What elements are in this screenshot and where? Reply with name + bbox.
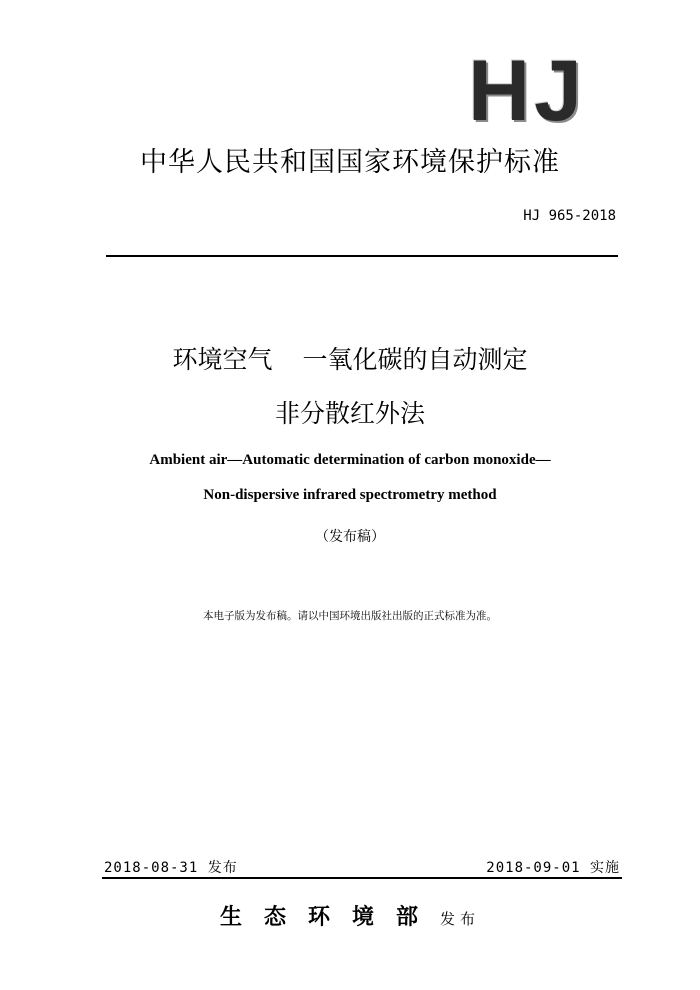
chinese-title-line-2: 非分散红外法 <box>274 399 425 428</box>
draft-label: （发布稿） <box>315 529 385 545</box>
english-title-line-2: Non-dispersive infrared spectrometry method <box>203 487 497 503</box>
header-divider <box>106 255 618 257</box>
chinese-title-line-1 <box>0 340 700 376</box>
publisher-line <box>0 900 700 931</box>
implementation-date: 2018-09-01 实施 <box>486 860 620 876</box>
english-title-line-1: Ambient air—Automatic determination of carbon monoxide— <box>149 452 551 468</box>
issue-date: 2018-08-31 发布 <box>104 860 238 876</box>
standard-number: HJ 965-2018 <box>523 208 616 224</box>
chinese-title-subject: 环境空气 <box>172 345 273 374</box>
chinese-title-topic: 一氧化碳的自动测定 <box>302 345 528 374</box>
hj-logo: HJ <box>468 43 586 139</box>
organization-title: 中华人民共和国国家环境保护标准 <box>140 147 560 178</box>
publisher-name: 生态环境部 <box>219 904 440 930</box>
publisher-suffix: 发布 <box>440 910 481 928</box>
edition-notice: 本电子版为发布稿。请以中国环境出版社出版的正式标准为准。 <box>203 610 497 622</box>
footer-divider <box>102 877 622 879</box>
